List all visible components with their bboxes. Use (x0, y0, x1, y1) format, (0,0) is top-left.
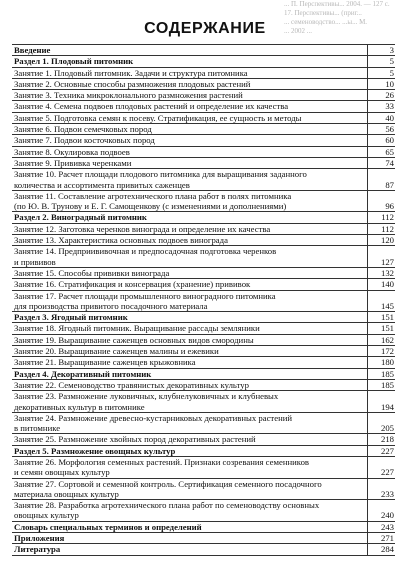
toc-page-number: 218 (368, 434, 396, 445)
toc-row (12, 124, 395, 135)
toc-section-row (12, 368, 395, 379)
toc-page-number: 56 (368, 124, 396, 135)
toc-row (12, 412, 395, 434)
toc-section-row (12, 45, 395, 56)
toc-page-number: 233 (368, 478, 396, 500)
toc-entry-line: Раздел 3. Ягодный питомник (14, 312, 128, 323)
toc-row (12, 478, 395, 500)
toc-page-number: 240 (368, 500, 396, 522)
toc-entry-line: Раздел 4. Декоративный питомник (14, 368, 152, 379)
toc-entry-title (12, 346, 368, 357)
toc-entry-title (12, 323, 368, 334)
toc-entry-title (12, 78, 368, 89)
toc-page-number: 194 (368, 391, 396, 413)
toc-entry-title (12, 379, 368, 390)
toc-entry-line: Занятие 22. Семеноводство травянистых декоративных культур (14, 379, 249, 390)
toc-row (12, 434, 395, 445)
toc-entry-line: Занятие 16. Стратификация и консервация (хранение) прививок (14, 279, 251, 290)
toc-entry-line: Занятие 17. Расчет площади промышленного виноградного питомника (14, 290, 276, 301)
toc-entry-line: Занятие 25. Размножение хвойных пород декоративных растений (14, 434, 256, 445)
toc-entry-line: Занятие 2. Основные способы размножения плодовых растений (14, 78, 251, 89)
toc-entry-line: Занятие 11. Составление агротехнического плана работ в полях питомника (14, 190, 292, 201)
toc-page-number: 33 (368, 101, 396, 112)
toc-entry-line: Занятие 20. Выращивание саженцев малины и ежевики (14, 346, 219, 357)
toc-entry-title (12, 533, 368, 544)
toc-page-number: 112 (368, 212, 396, 223)
toc-section-row (12, 533, 395, 544)
toc-entry-line: и семян овощных культур (14, 467, 110, 478)
toc-entry-line: Занятие 27. Сортовой и семенной контроль. Сертификация семенного посадочного (14, 478, 322, 489)
toc-entry-line: Раздел 5. Размножение овощных культур (14, 445, 176, 456)
toc-page-number: 5 (368, 56, 396, 67)
toc-entry-title (12, 135, 368, 146)
toc-page-number: 120 (368, 235, 396, 246)
toc-row (12, 267, 395, 278)
toc-page-number: 74 (368, 157, 396, 168)
toc-entry-title (12, 279, 368, 290)
toc-entry-line: Занятие 3. Техника микроклонального размножения растений (14, 90, 243, 101)
toc-page-number: 145 (368, 290, 396, 312)
toc-section-row (12, 544, 395, 555)
toc-entry-line: количества и ассортимента привитых саженцев (14, 179, 190, 190)
toc-entry-line: Занятие 9. Прививка черенками (14, 157, 132, 168)
toc-entry-title (12, 157, 368, 168)
toc-entry-line: Занятие 5. Подготовка семян к посеву. Стратификация, ее сущность и методы (14, 112, 302, 123)
toc-entry-title (12, 478, 368, 500)
toc-page-number: 10 (368, 78, 396, 89)
toc-entry-title (12, 45, 368, 56)
toc-row (12, 235, 395, 246)
toc-page-number: 227 (368, 456, 396, 478)
toc-entry-line: декоративных культур в питомнике (14, 401, 145, 412)
toc-page-number: 205 (368, 412, 396, 434)
toc-page-number: 271 (368, 533, 396, 544)
toc-row (12, 279, 395, 290)
toc-entry-line: Введение (14, 45, 51, 55)
toc-entry-title (12, 368, 368, 379)
toc-entry-title (12, 246, 368, 268)
toc-entry-line: (по Ю. В. Трунову и Е. Г. Самощенкову (с изменениями и дополнениями) (14, 201, 287, 212)
toc-row (12, 346, 395, 357)
toc-entry-title (12, 445, 368, 456)
toc-entry-line: Раздел 1. Плодовый питомник (14, 56, 134, 67)
toc-page-number: 127 (368, 246, 396, 268)
toc-row (12, 78, 395, 89)
toc-entry-title (12, 146, 368, 157)
toc-row (12, 334, 395, 345)
toc-entry-title (12, 267, 368, 278)
toc-section-row (12, 521, 395, 532)
toc-entry-title (12, 235, 368, 246)
toc-page-number: 243 (368, 521, 396, 532)
toc-page-number: 284 (368, 544, 396, 555)
toc-entry-line: Занятие 21. Выращивание саженцев крыжовника (14, 357, 196, 368)
toc-entry-title (12, 112, 368, 123)
toc-entry-title (12, 212, 368, 223)
toc-entry-line: Занятие 12. Заготовка черенков винограда и определение их качества (14, 223, 271, 234)
toc-entry-line: для производства привитого посадочного материала (14, 300, 208, 311)
toc-section-row (12, 445, 395, 456)
toc-row (12, 246, 395, 268)
toc-page-number: 5 (368, 67, 396, 78)
toc-entry-title (12, 90, 368, 101)
toc-row (12, 90, 395, 101)
toc-entry-line: Занятие 7. Подвои косточковых пород (14, 135, 155, 146)
toc-entry-line: Раздел 2. Виноградный питомник (14, 212, 147, 223)
toc-page-number: 140 (368, 279, 396, 290)
table-of-contents (12, 44, 395, 556)
toc-page-number: 151 (368, 312, 396, 323)
toc-section-row (12, 56, 395, 67)
toc-page-number: 185 (368, 368, 396, 379)
toc-entry-line: Занятие 13. Характеристика основных подвоев винограда (14, 235, 228, 246)
toc-entry-title (12, 412, 368, 434)
toc-entry-line: в питомнике (14, 423, 61, 434)
toc-row (12, 379, 395, 390)
toc-page-number: 132 (368, 267, 396, 278)
page-title: СОДЕРЖАНИЕ (144, 20, 266, 37)
toc-row (12, 323, 395, 334)
toc-row (12, 112, 395, 123)
toc-entry-title (12, 124, 368, 135)
toc-page-number: 162 (368, 334, 396, 345)
toc-entry-title (12, 456, 368, 478)
bleed-through-text: ... П. Перспективы... 2004. — 127 с. 17. Перспективы... (приг... ... семеноводство... ...ы... М. ... 2002 ... (284, 0, 390, 35)
toc-entry-line: Приложения (14, 533, 65, 544)
toc-row (12, 190, 395, 212)
toc-entry-title (12, 67, 368, 78)
toc-entry-title (12, 334, 368, 345)
toc-row (12, 500, 395, 522)
toc-row (12, 391, 395, 413)
toc-entry-line: овощных культур (14, 510, 79, 521)
toc-page-number: 96 (368, 190, 396, 212)
toc-row (12, 456, 395, 478)
toc-entry-line: Словарь специальных терминов и определений (14, 521, 202, 532)
toc-section-row (12, 212, 395, 223)
toc-entry-line: Занятие 26. Морфология семенных растений. Признаки созревания семенников (14, 456, 310, 467)
toc-entry-title (12, 434, 368, 445)
toc-section-row (12, 312, 395, 323)
toc-page-number: 26 (368, 90, 396, 101)
toc-entry-title (12, 223, 368, 234)
toc-page-number: 112 (368, 223, 396, 234)
toc-page-number: 172 (368, 346, 396, 357)
toc-row (12, 223, 395, 234)
toc-entry-line: Занятие 6. Подвои семечковых пород (14, 124, 152, 135)
toc-entry-line: Занятие 8. Окулировка подвоев (14, 146, 130, 157)
toc-entry-line: и прививов (14, 256, 56, 267)
toc-entry-title (12, 101, 368, 112)
toc-page-number: 227 (368, 445, 396, 456)
toc-entry-title (12, 290, 368, 312)
toc-entry-title (12, 56, 368, 67)
toc-entry-line: Занятие 1. Плодовый питомник. Задачи и структура питомника (14, 67, 248, 78)
toc-entry-line: Занятие 18. Ягодный питомник. Выращивание рассады земляники (14, 323, 260, 334)
toc-row (12, 157, 395, 168)
toc-entry-line: Занятие 28. Разработка агротехнического плана работ по семеноводству основных (14, 500, 320, 511)
toc-entry-title (12, 357, 368, 368)
toc-row (12, 101, 395, 112)
toc-entry-title (12, 169, 368, 191)
toc-entry-title (12, 500, 368, 522)
toc-page-number: 65 (368, 146, 396, 157)
toc-page-number: 87 (368, 169, 396, 191)
toc-page-number: 3 (368, 45, 396, 56)
toc-row (12, 135, 395, 146)
toc-row (12, 146, 395, 157)
toc-entry-line: Занятие 19. Выращивание саженцев основных видов смородины (14, 334, 254, 345)
toc-row (12, 67, 395, 78)
toc-row (12, 290, 395, 312)
toc-page-number: 185 (368, 379, 396, 390)
toc-entry-line: Занятие 23. Размножение луковичных, клубнелуковичных и клубневых (14, 391, 279, 402)
toc-entry-line: Занятие 4. Семена подвоев плодовых растений и определение их качества (14, 101, 289, 112)
toc-page-number: 151 (368, 323, 396, 334)
toc-entry-line: материала овощных культур (14, 488, 119, 499)
toc-entry-title (12, 190, 368, 212)
toc-row (12, 357, 395, 368)
toc-entry-title (12, 391, 368, 413)
toc-entry-title (12, 544, 368, 555)
toc-entry-title (12, 521, 368, 532)
toc-entry-line: Занятие 14. Предприививочная и предпосадочная подготовка черенков (14, 246, 277, 257)
toc-row (12, 169, 395, 191)
toc-page-number: 40 (368, 112, 396, 123)
toc-page-number: 60 (368, 135, 396, 146)
toc-entry-line: Занятие 24. Размножение древесно-кустарниковых декоративных растений (14, 412, 293, 423)
toc-page-number: 180 (368, 357, 396, 368)
toc-entry-title (12, 312, 368, 323)
toc-entry-line: Занятие 10. Расчет площади плодового питомника для выращивания заданного (14, 169, 307, 180)
toc-entry-line: Занятие 15. Способы прививки винограда (14, 267, 170, 278)
toc-entry-line: Литература (14, 544, 61, 555)
